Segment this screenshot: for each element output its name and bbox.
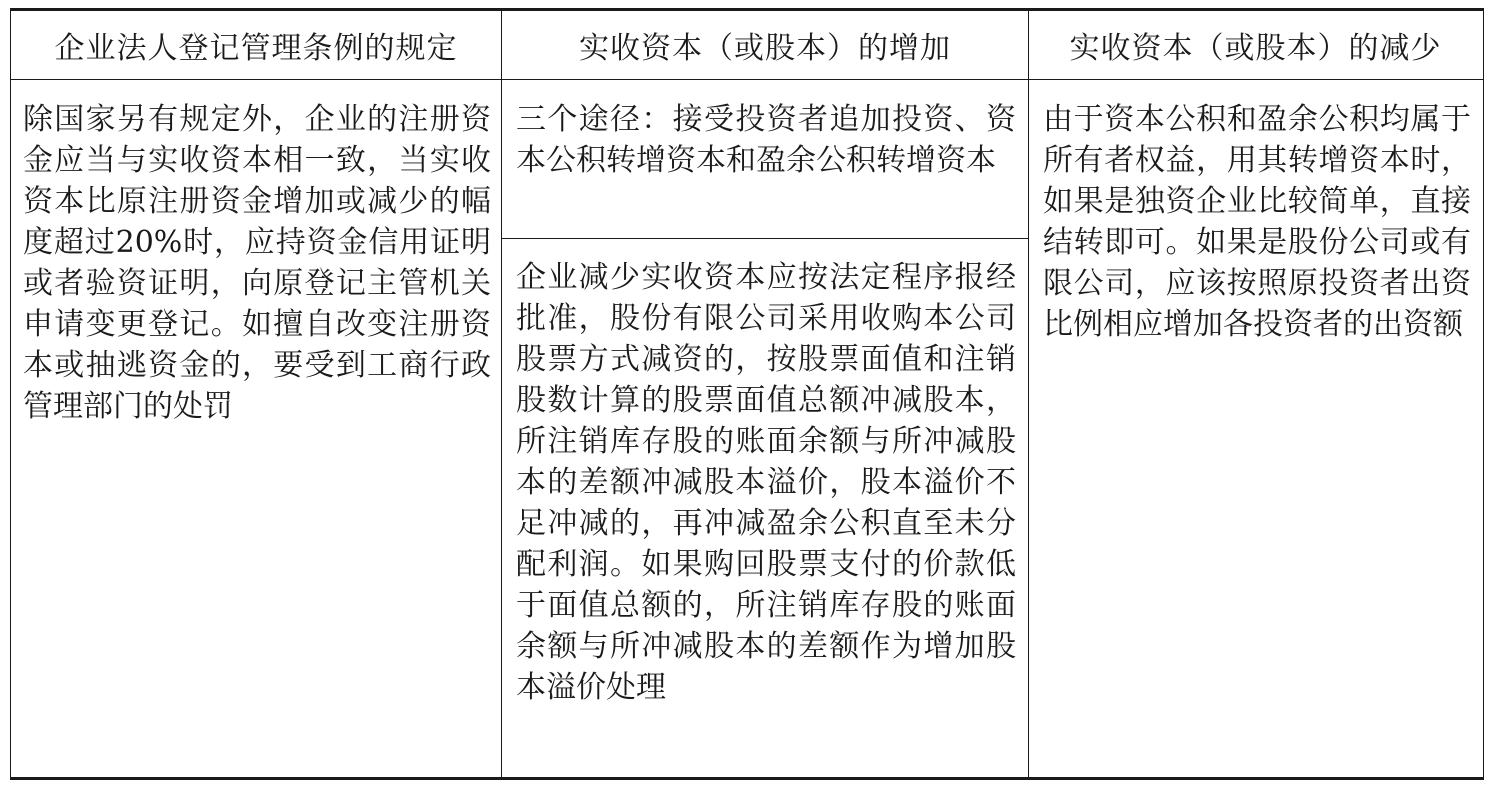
column-divider-2 bbox=[1028, 11, 1029, 777]
header-capital-decrease: 实收资本（或股本）的减少 bbox=[1069, 31, 1442, 66]
cell-capital-decrease-procedure: 企业减少实收资本应按法定程序报经批准，股份有限公司采用收购本公司股票方式减资的，按股票面值和注销股数计算的股票面值总额冲减股本，所注销库存股的账面余额与所冲减股本的差额冲减股本溢价，股本溢价不足冲减的，再冲减盈余公积直至未分配利润。如果购回股票支付的价款低于面值总额的，所注销库存股的账面余额与所冲减股本的差额作为增加股本溢价处理 bbox=[516, 260, 1016, 705]
comparison-table bbox=[10, 8, 1484, 780]
cell-registration-rules: 除国家另有规定外，企业的注册资金应当与实收资本相一致，当实收资本比原注册资金增加或减少的幅度超过20%时，应持资金信用证明或者验资证明，向原登记主管机关申请变更登记。如擅自改变注册资本或抽逃资金的，要受到工商行政管理部门的处罚 bbox=[23, 102, 491, 424]
header-divider bbox=[11, 79, 1483, 80]
cell-capital-increase: 三个途径：接受投资者追加投资、资本公积转增资本和盈余公积转增资本 bbox=[516, 102, 1016, 178]
cell-capital-reserve-transfer: 由于资本公积和盈余公积均属于所有者权益，用其转增资本时，如果是独资企业比较简单，直接结转即可。如果是股份公司或有限公司，应该按照原投资者出资比例相应增加各投资者的出资额 bbox=[1043, 102, 1471, 342]
header-capital-increase: 实收资本（或股本）的增加 bbox=[579, 31, 951, 66]
middle-cell-divider bbox=[501, 238, 1028, 239]
header-registration-rules: 企业法人登记管理条例的规定 bbox=[54, 31, 458, 66]
column-divider-1 bbox=[501, 11, 502, 777]
